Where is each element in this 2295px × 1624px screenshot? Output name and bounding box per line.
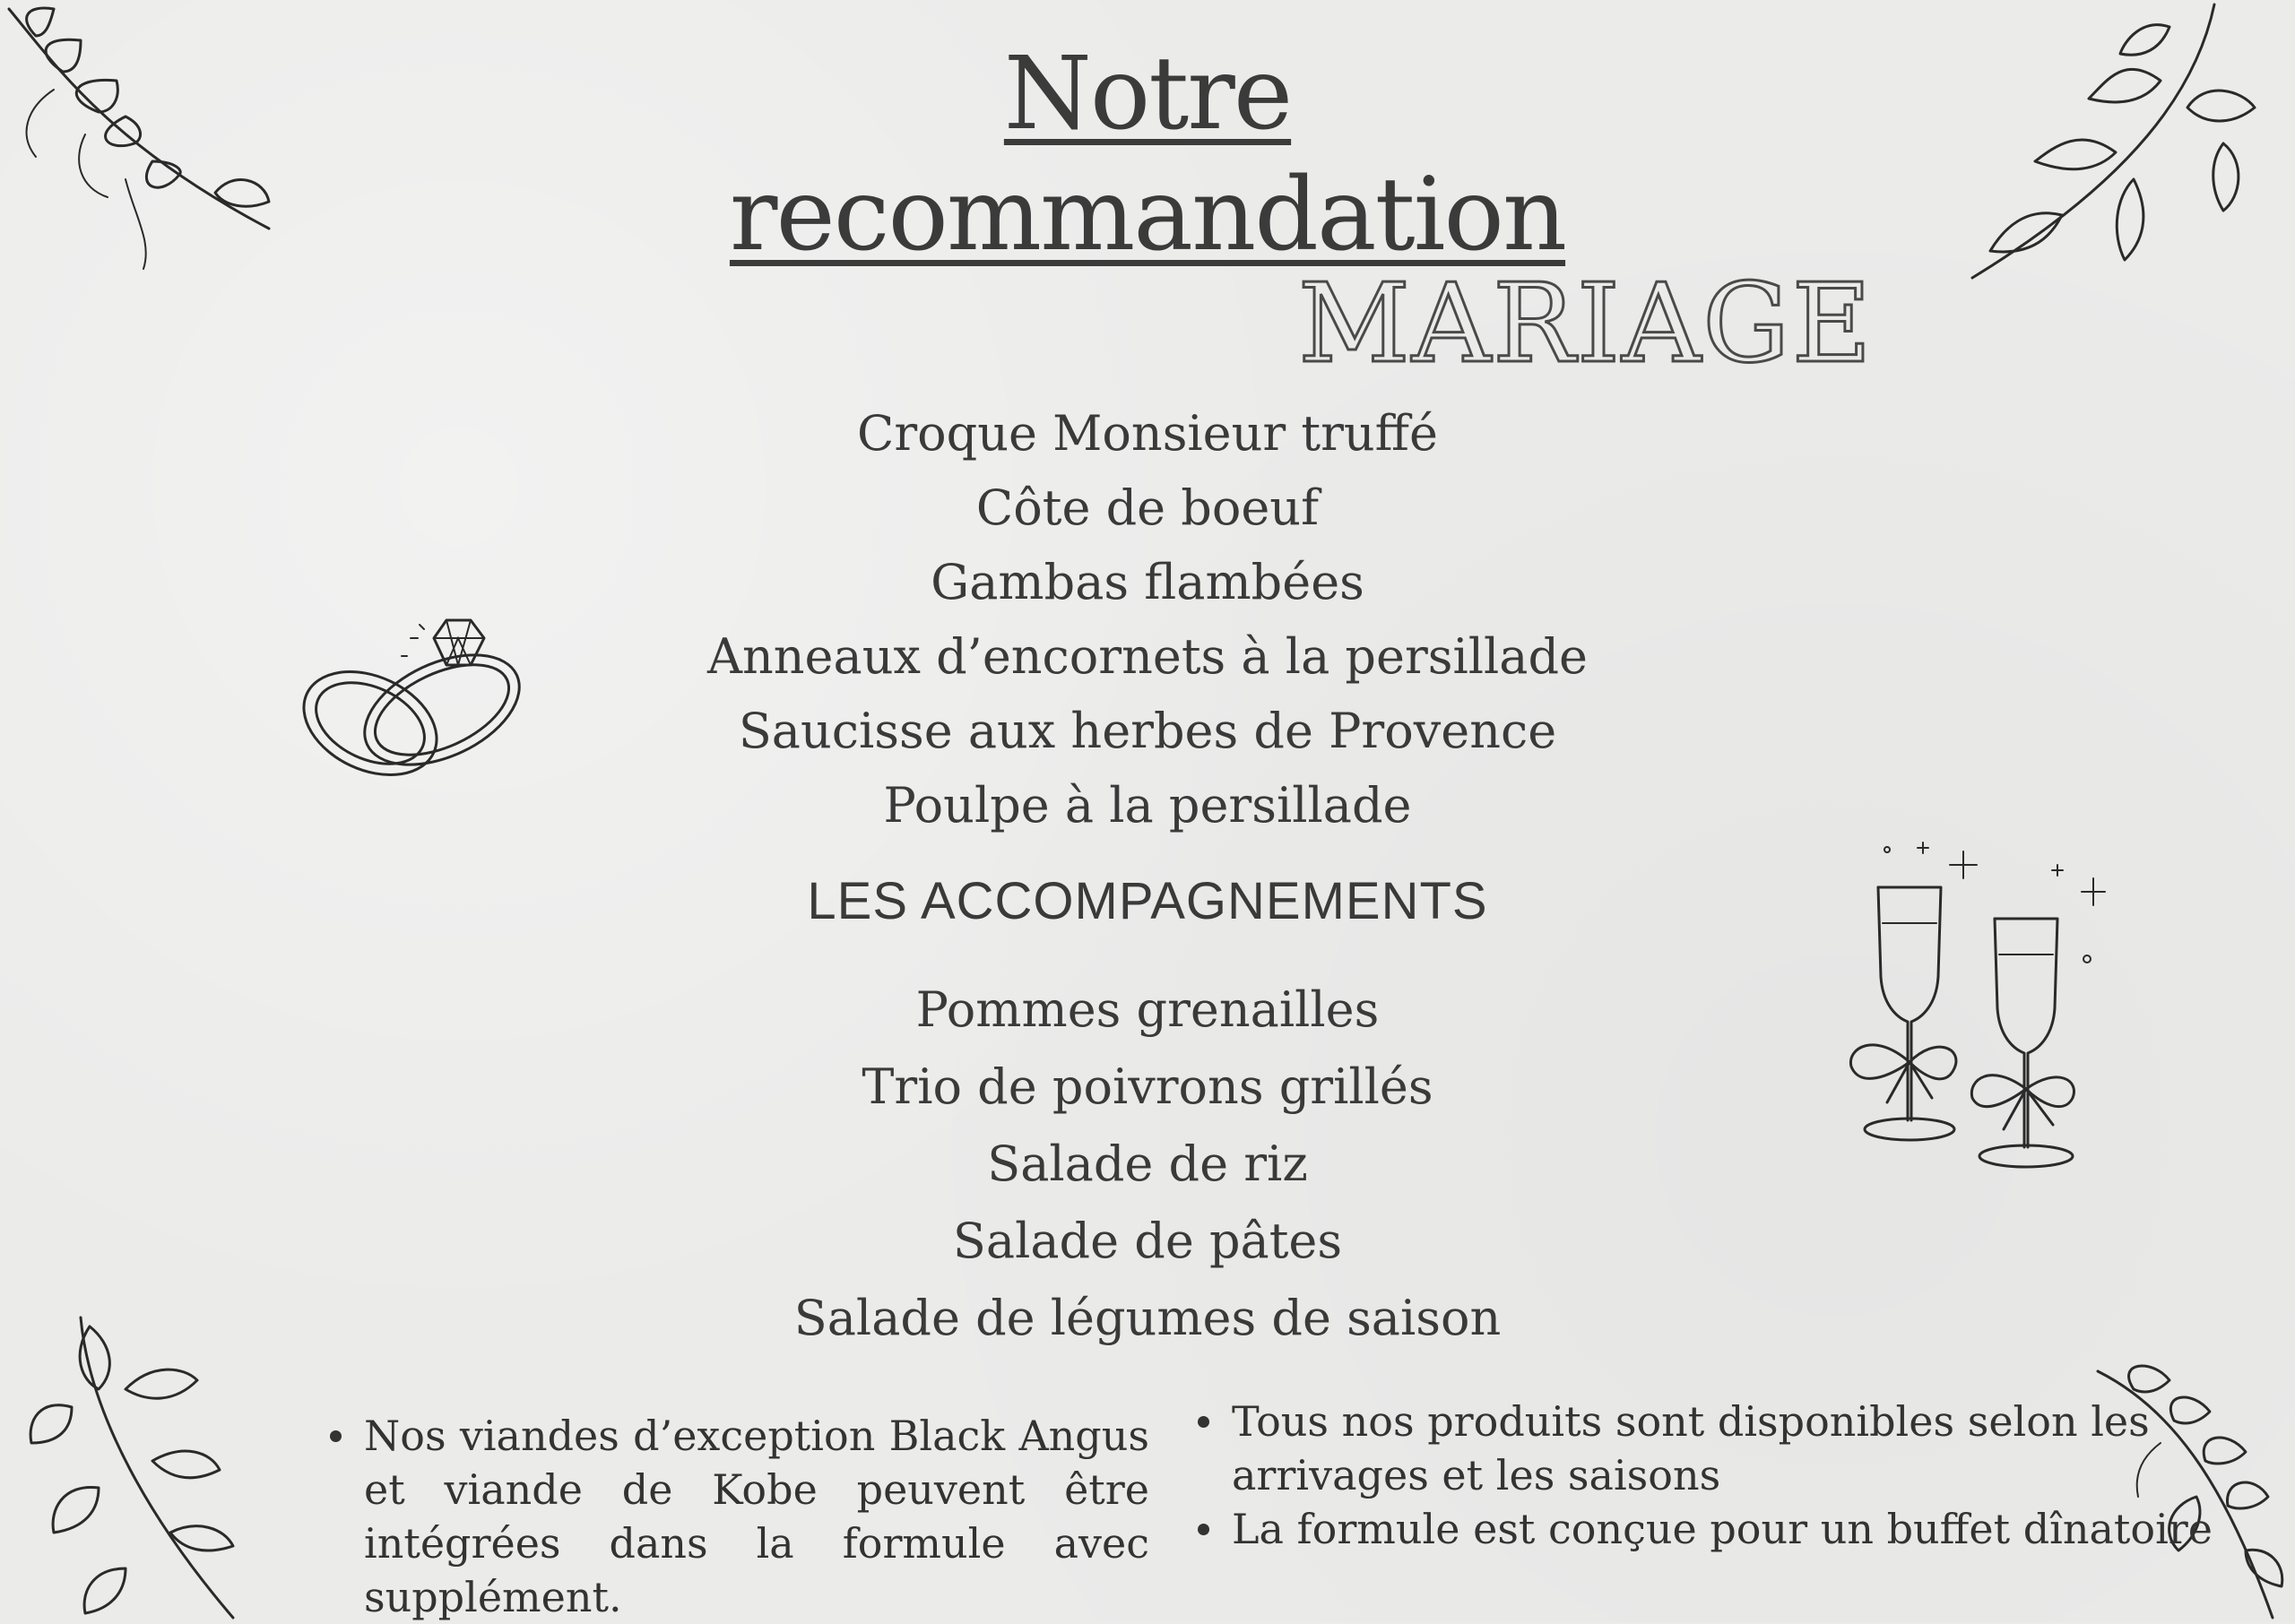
- list-item: Salade de pâtes: [952, 1213, 1343, 1269]
- notes-right: [1192, 1395, 2223, 1556]
- sides-list: [0, 972, 2295, 1357]
- note-item: La formule est conçue pour un buffet dînatoire: [1192, 1502, 2223, 1556]
- list-item: Pommes grenailles: [915, 981, 1380, 1038]
- list-item: Saucisse aux herbes de Provence: [738, 703, 1557, 759]
- page-title-line2: recommandation: [729, 157, 1566, 273]
- list-item: Trio de poivrons grillés: [862, 1058, 1433, 1115]
- list-item: Salade de légumes de saison: [793, 1290, 1502, 1346]
- list-item: Croque Monsieur truffé: [857, 405, 1438, 462]
- note-item: Nos viandes d’exception Black Angus et viande de Kobe peuvent être intégrées dans la formule avec supplément.: [325, 1409, 1149, 1624]
- list-item: Salade de riz: [987, 1136, 1308, 1192]
- list-item: Anneaux d’encornets à la persillade: [706, 628, 1589, 685]
- list-item: Côte de boeuf: [975, 479, 1320, 536]
- notes-left: [325, 1409, 1149, 1624]
- list-item: Gambas flambées: [931, 554, 1364, 610]
- section-heading: LES ACCOMPAGNEMENTS: [807, 872, 1488, 930]
- list-item: Poulpe à la persillade: [883, 777, 1412, 834]
- page-subtitle: MARIAGE: [1298, 260, 1874, 387]
- note-item: Tous nos produits sont disponibles selon les arrivages et les saisons: [1192, 1395, 2223, 1502]
- page-title-line1: Notre: [1003, 36, 1292, 152]
- mains-list: [0, 396, 2295, 842]
